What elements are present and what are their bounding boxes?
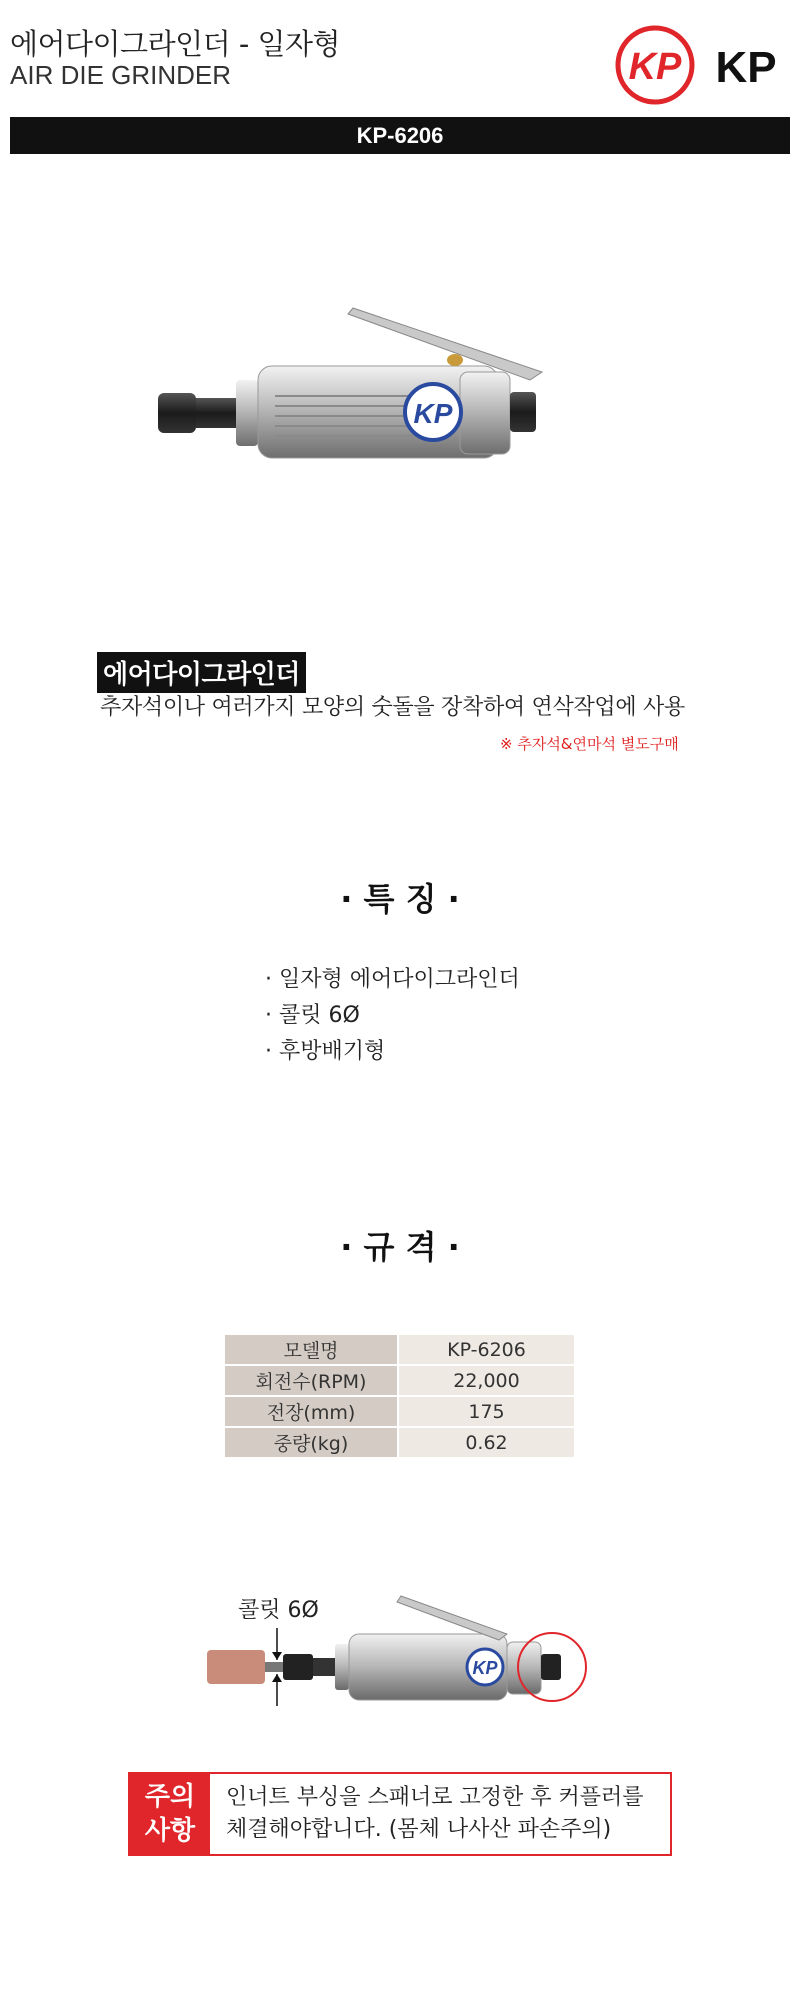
air-die-grinder-image — [150, 300, 650, 490]
list-item: · 일자형 에어다이그라인더 — [265, 967, 520, 992]
svg-text:KP: KP — [472, 1658, 498, 1678]
intro-title: 에어다이그라인더 — [97, 652, 306, 693]
intro-description: 추자석이나 여러가지 모양의 숫돌을 장착하여 연삭작업에 사용 — [100, 695, 685, 720]
svg-text:KP: KP — [413, 398, 453, 429]
caution-tag — [130, 1774, 210, 1854]
spec-label: 전장(mm) — [225, 1397, 397, 1426]
spec-label: 중량(kg) — [225, 1428, 397, 1457]
features-list — [265, 962, 520, 1070]
kp-circle-logo-icon — [614, 24, 799, 106]
table-row — [225, 1335, 574, 1364]
collet-label: 콜릿 6Ø — [238, 1598, 319, 1623]
table-row — [225, 1366, 574, 1395]
caution-box — [128, 1772, 672, 1856]
features-title: · 특 징 · — [340, 880, 460, 918]
spec-value: 175 — [397, 1397, 574, 1426]
brand-name: KP — [715, 43, 777, 92]
spec-label: 회전수(RPM) — [225, 1366, 397, 1395]
svg-text:KP: KP — [628, 46, 682, 88]
list-item: · 콜릿 6Ø — [265, 1003, 360, 1028]
spec-title: · 규 격 · — [340, 1228, 460, 1266]
model-name: KP-6206 — [356, 122, 444, 148]
table-row — [225, 1428, 574, 1457]
list-item: · 후방배기형 — [265, 1039, 386, 1064]
spec-value: 0.62 — [397, 1428, 574, 1457]
intro-note: ※ 추자석&연마석 별도구매 — [500, 735, 679, 753]
spec-value: KP-6206 — [397, 1335, 574, 1364]
spec-table — [225, 1333, 574, 1459]
caution-text: 인너트 부싱을 스패너로 고정한 후 커플러를 체결해야합니다. (몸체 나사산 파손주의) — [226, 1785, 644, 1842]
caution-tag-line1: 주의 — [144, 1782, 196, 1812]
model-bar — [10, 117, 790, 154]
page-title: 에어다이그라인더 - 일자형 — [10, 27, 341, 61]
table-row — [225, 1397, 574, 1426]
page-subtitle: AIR DIE GRINDER — [10, 60, 232, 90]
spec-label: 모델명 — [225, 1335, 397, 1364]
caution-tag-line2: 사항 — [144, 1816, 196, 1846]
spec-value: 22,000 — [397, 1366, 574, 1395]
